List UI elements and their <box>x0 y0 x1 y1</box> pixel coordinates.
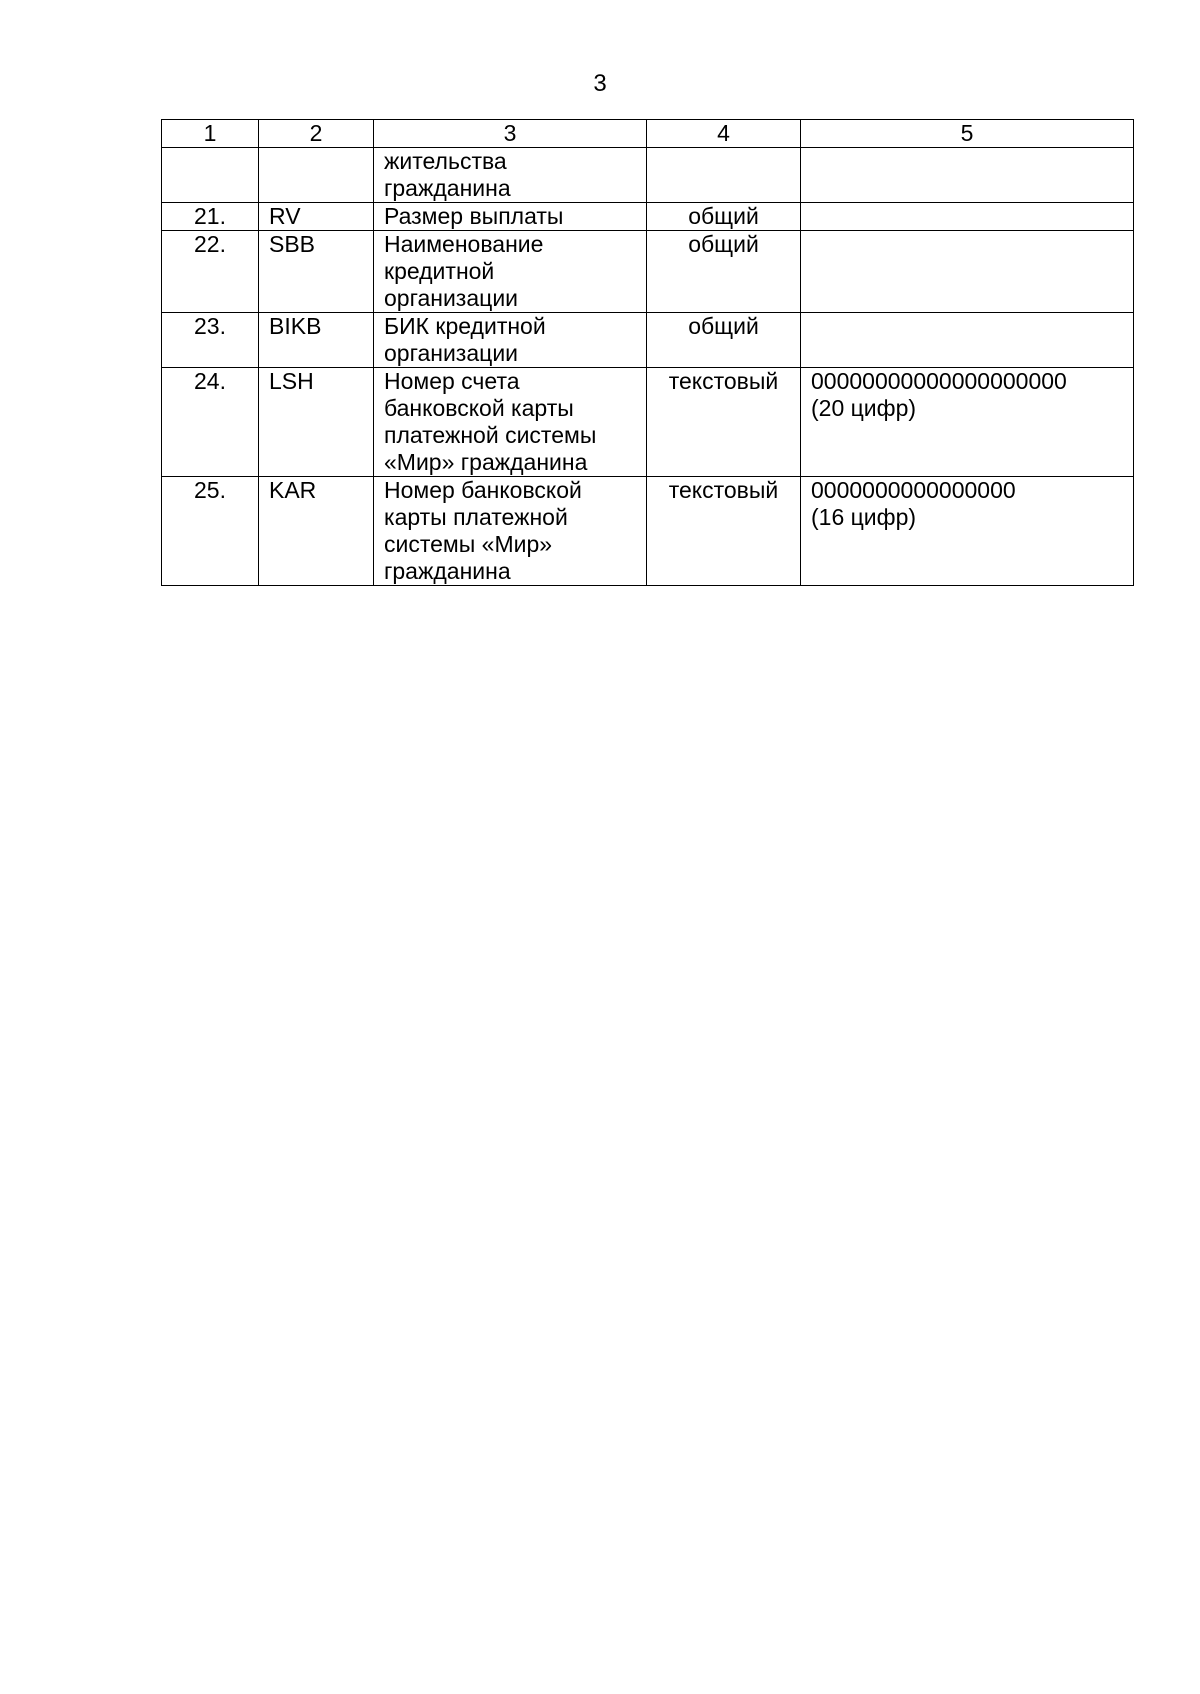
field-code: LSH <box>259 368 374 477</box>
field-format: 00000000000000000000 (20 цифр) <box>801 368 1134 477</box>
row-number: 21. <box>162 203 259 231</box>
data-table <box>161 119 1134 586</box>
table-row <box>162 148 1134 203</box>
row-number: 24. <box>162 368 259 477</box>
page-number: 3 <box>593 70 607 97</box>
field-code: BIKB <box>259 313 374 368</box>
field-format <box>801 148 1134 203</box>
field-name: Размер выплаты <box>374 203 647 231</box>
field-name: Номер банковской карты платежной системы «Мир» гражданина <box>374 477 647 586</box>
table-row <box>162 203 1134 231</box>
row-number: 23. <box>162 313 259 368</box>
header-col-2: 2 <box>259 120 374 148</box>
table-header-row <box>162 120 1134 148</box>
table-row <box>162 231 1134 313</box>
field-type <box>647 148 801 203</box>
field-type: общий <box>647 313 801 368</box>
field-code <box>259 148 374 203</box>
field-type: текстовый <box>647 368 801 477</box>
field-name: Наименование кредитной организации <box>374 231 647 313</box>
field-name: Номер счета банковской карты платежной системы «Мир» гражданина <box>374 368 647 477</box>
field-code: RV <box>259 203 374 231</box>
field-code: SBB <box>259 231 374 313</box>
row-number: 25. <box>162 477 259 586</box>
field-type: общий <box>647 231 801 313</box>
table-row <box>162 368 1134 477</box>
field-format <box>801 313 1134 368</box>
field-type: общий <box>647 203 801 231</box>
header-col-3: 3 <box>374 120 647 148</box>
row-number <box>162 148 259 203</box>
header-col-4: 4 <box>647 120 801 148</box>
field-name: БИК кредитной организации <box>374 313 647 368</box>
field-type: текстовый <box>647 477 801 586</box>
table-row <box>162 313 1134 368</box>
field-format: 0000000000000000 (16 цифр) <box>801 477 1134 586</box>
field-code: KAR <box>259 477 374 586</box>
table-row <box>162 477 1134 586</box>
header-col-5: 5 <box>801 120 1134 148</box>
field-format <box>801 203 1134 231</box>
field-name: жительства гражданина <box>374 148 647 203</box>
field-format <box>801 231 1134 313</box>
header-col-1: 1 <box>162 120 259 148</box>
row-number: 22. <box>162 231 259 313</box>
